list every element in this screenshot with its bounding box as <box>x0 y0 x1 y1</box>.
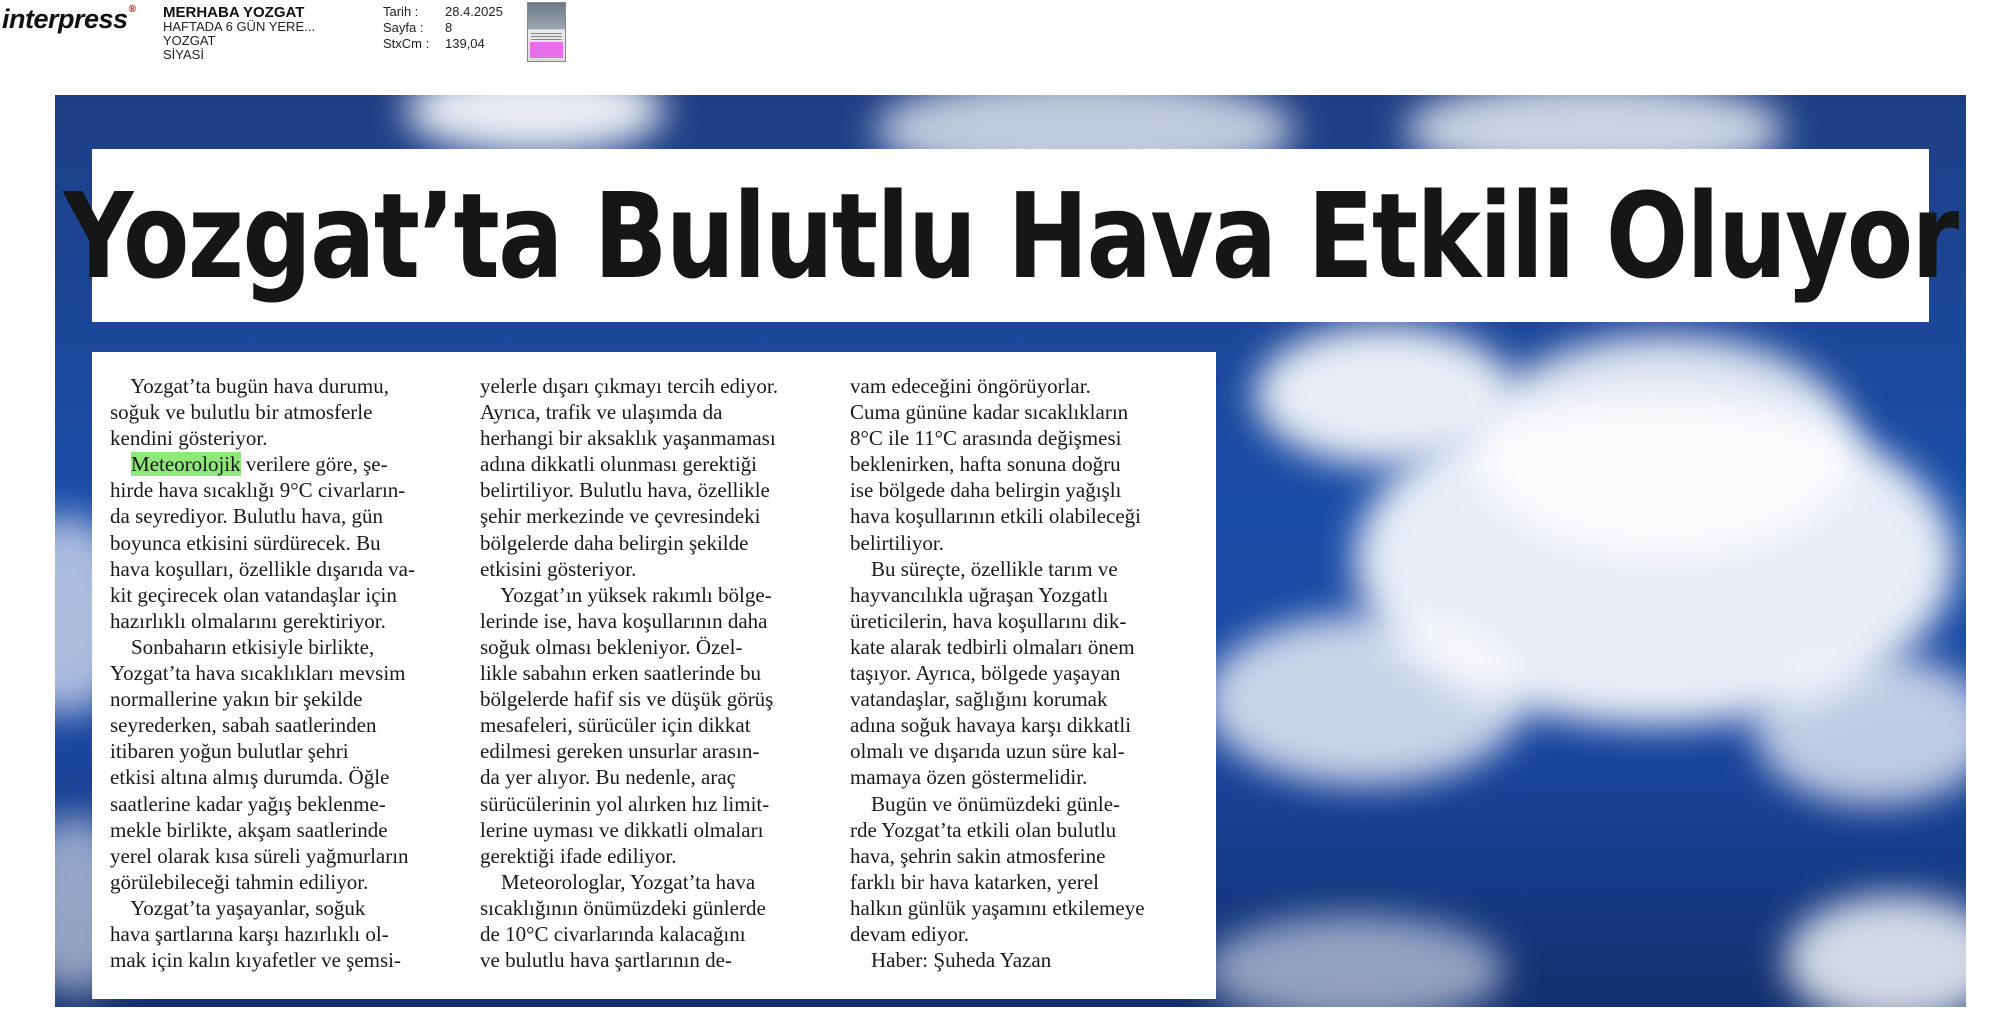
article-line: Sonbaharın etkisiyle birlikte, <box>110 634 375 659</box>
article-line: yerel olarak kısa süreli yağmurların <box>110 843 409 868</box>
article-column-1 <box>110 373 455 973</box>
article-line: hava, şehrin sakin atmosferine <box>850 843 1106 868</box>
article-line: Haber: Şuheda Yazan <box>850 948 1052 973</box>
publication-name: MERHABA YOZGAT <box>163 4 305 21</box>
article-line <box>110 451 455 477</box>
article-line: saatlerine kadar yağış beklenme- <box>110 791 386 816</box>
article-line: yelerle dışarı çıkmayı tercih ediyor. <box>480 374 778 398</box>
article-line: beklenirken, hafta sonuna doğru <box>850 452 1121 477</box>
article-line: boyunca etkisini sürdürecek. Bu <box>110 530 381 555</box>
article-line: olmalı ve dışarıda uzun süre kal- <box>850 739 1125 764</box>
article-body <box>92 352 1216 999</box>
article-line: vam edeceğini öngörüyorlar. <box>850 374 1091 398</box>
cloud <box>1785 895 1966 1007</box>
article-line: taşıyor. Ayrıca, bölgede yaşayan <box>850 661 1121 686</box>
cloud <box>405 95 665 155</box>
stxcm-value: 139,04 <box>445 36 485 51</box>
article-line: Cuma gününe kadar sıcaklıkların <box>850 400 1129 425</box>
article-line: hayvancılıkla uğraşan Yozgatlı <box>850 582 1109 607</box>
interpress-logo <box>2 4 135 35</box>
article-line: etkisi altına almış durumda. Öğle <box>110 765 390 790</box>
registered-mark: ® <box>128 4 136 15</box>
article-line: hava koşulları, özellikle dışarıda va- <box>110 556 415 581</box>
article-line: sürücülerinin yol alırken hız limit- <box>480 791 770 816</box>
date-label: Tarih : <box>383 4 419 19</box>
article-line: ise bölgede daha belirgin yağışlı <box>850 478 1122 503</box>
page-value: 8 <box>445 20 453 35</box>
publication-frequency: HAFTADA 6 GÜN YERE... <box>163 19 315 34</box>
stxcm-label: StxCm : <box>383 36 430 51</box>
article-line: Yozgat’ın yüksek rakımlı bölge- <box>480 582 772 607</box>
article-line: belirtiliyor. Bulutlu hava, özellikle <box>480 478 770 503</box>
article-line: soğuk ve bulutlu bir atmosferle <box>110 400 373 425</box>
article-line: farklı bir hava katarken, yerel <box>850 869 1099 894</box>
article-line: hava şartlarına karşı hazırlıklı ol- <box>110 921 389 946</box>
article-column-2 <box>480 373 825 973</box>
article-line: bölgelerde daha belirgin şekilde <box>480 530 749 555</box>
article-line: likle sabahın erken saatlerinde bu <box>480 661 762 686</box>
article-headline: Yozgat’ta Bulutlu Hava Etkili Oluyor <box>63 166 1958 305</box>
article-line: lerine uyması ve dikkatli olmaları <box>480 817 764 842</box>
article-line: itibaren yoğun bulutlar şehri <box>110 739 349 764</box>
article-line: mesafeleri, sürücüler için dikkat <box>480 713 751 738</box>
article-line: etkisini gösteriyor. <box>480 556 637 581</box>
article-line: de 10°C civarlarında kalacağını <box>480 921 746 946</box>
article-line: Ayrıca, trafik ve ulaşımda da <box>480 400 723 425</box>
highlighted-keyword: Meteorolojik <box>131 452 241 477</box>
article-line: Yozgat’ta bugün hava durumu, <box>110 374 389 398</box>
article-line: Meteorologlar, Yozgat’ta hava <box>480 869 756 894</box>
page-label: Sayfa : <box>383 20 424 35</box>
logo-text: interpress <box>2 4 128 34</box>
article-line: soğuk olması bekleniyor. Özel- <box>480 634 743 659</box>
article-line: da yer alıyor. Bu nedenle, araç <box>480 765 736 790</box>
article-line: herhangi bir aksaklık yaşanmaması <box>480 426 776 451</box>
headline-box <box>63 149 1958 322</box>
article-line: ve bulutlu hava şartlarının de- <box>480 948 732 973</box>
article-column-3 <box>850 373 1195 973</box>
thumbnail-article-marker <box>530 42 563 58</box>
cloud <box>1205 915 1505 1007</box>
article-line: mekle birlikte, akşam saatlerinde <box>110 817 388 842</box>
article-line: rde Yozgat’ta etkili olan bulutlu <box>850 817 1117 842</box>
article-line: Yozgat’ta yaşayanlar, soğuk <box>110 895 366 920</box>
article-line: kit geçirecek olan vatandaşlar için <box>110 582 397 607</box>
article-line: lerinde ise, hava koşullarının daha <box>480 608 768 633</box>
publication-info <box>163 5 315 62</box>
article-line: üreticilerin, hava koşullarını dik- <box>850 608 1127 633</box>
article-line: edilmesi gereken unsurlar arasın- <box>480 739 760 764</box>
article-line: mak için kalın kıyafetler ve şemsi- <box>110 948 401 973</box>
article-line: belirtiliyor. <box>850 530 944 555</box>
article-line: hirde hava sıcaklığı 9°C civarların- <box>110 478 406 503</box>
article-line: devam ediyor. <box>850 921 969 946</box>
article-line: hava koşullarının etkili olabileceği <box>850 504 1141 529</box>
article-line: halkın günlük yaşamını etkilemeye <box>850 895 1145 920</box>
article-line-text: verilere göre, şe- <box>240 452 388 477</box>
page-thumbnail[interactable] <box>527 2 566 62</box>
publication-city: YOZGAT <box>163 33 216 48</box>
article-line: kate alarak tedbirli olmaları önem <box>850 634 1135 659</box>
article-line: gerektiği ifade ediliyor. <box>480 843 677 868</box>
date-value: 28.4.2025 <box>445 4 503 19</box>
article-line: hazırlıklı olmalarını gerektiriyor. <box>110 608 386 633</box>
article-line: görülebileceği tahmin ediliyor. <box>110 869 369 894</box>
cloud <box>1205 615 1525 785</box>
thumbnail-text-lines <box>531 33 562 41</box>
article-line: normallerine yakın bir şekilde <box>110 687 363 712</box>
clipping-meta <box>383 4 535 52</box>
article-line: Bugün ve önümüzdeki günle- <box>850 791 1121 816</box>
article-line: Yozgat’ta hava sıcaklıkları mevsim <box>110 661 406 686</box>
article-line: sıcaklığının önümüzdeki günlerde <box>480 895 766 920</box>
article-line: adına dikkatli olunması gerektiği <box>480 452 758 477</box>
article-line: 8°C ile 11°C arasında değişmesi <box>850 426 1122 451</box>
article-line: mamaya özen göstermelidir. <box>850 765 1088 790</box>
article-line: adına soğuk havaya karşı dikkatli <box>850 713 1132 738</box>
article-line: şehir merkezinde ve çevresindeki <box>480 504 761 529</box>
article-line: vatandaşlar, sağlığını korumak <box>850 687 1108 712</box>
cloud <box>1475 335 1855 555</box>
article-line: kendini gösteriyor. <box>110 426 268 451</box>
article-line: bölgelerde hafif sis ve düşük görüş <box>480 687 774 712</box>
article-line: Bu süreçte, özellikle tarım ve <box>850 556 1118 581</box>
article-line: da seyrediyor. Bulutlu hava, gün <box>110 504 383 529</box>
publication-category: SİYASİ <box>163 47 204 62</box>
article-line: seyrederken, sabah saatlerinden <box>110 713 377 738</box>
